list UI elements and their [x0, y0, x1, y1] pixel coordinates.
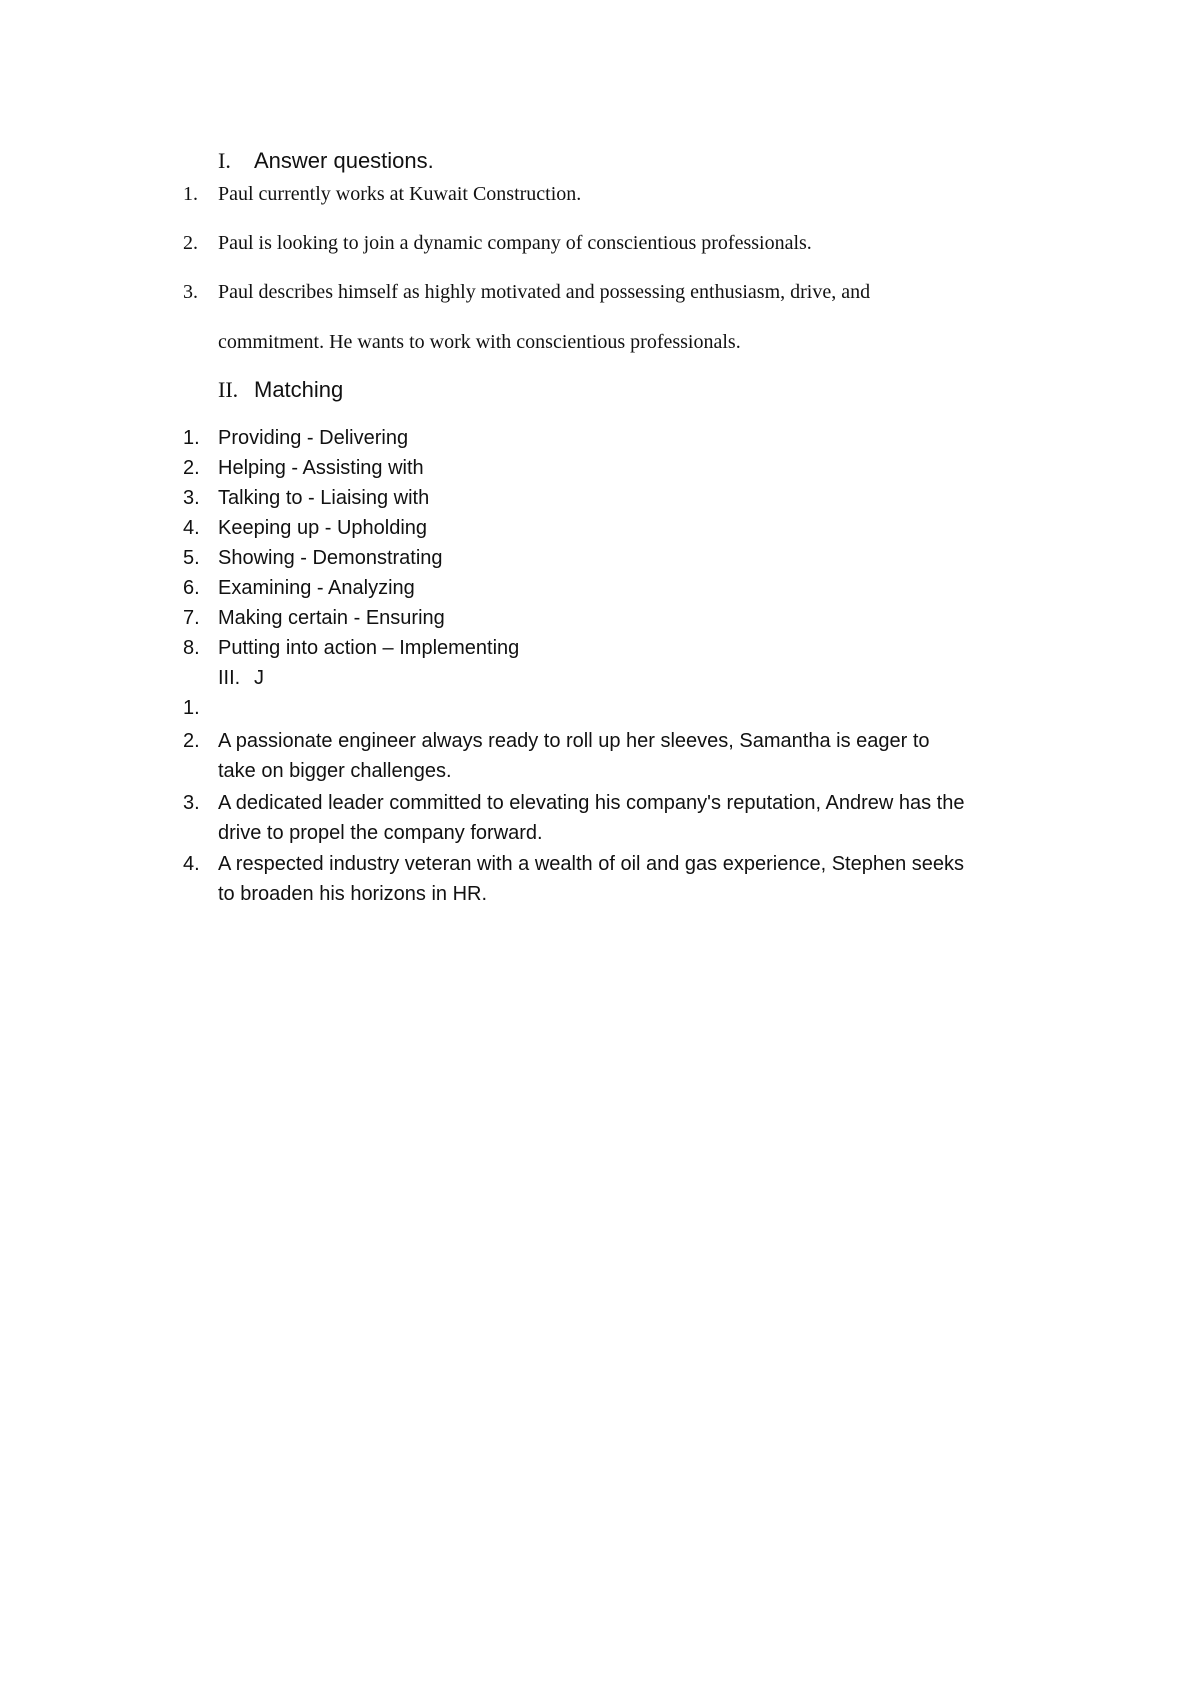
section-2-numeral: II. [218, 377, 239, 402]
answer-2-number: 2. [183, 232, 198, 254]
answer-1-number: 1. [183, 183, 198, 205]
section-3-item-3-text-line-2: drive to propel the company forward. [218, 822, 543, 844]
matching-2-text: Helping - Assisting with [218, 457, 424, 479]
section-3-item-2-text-line-1: A passionate engineer always ready to roll up her sleeves, Samantha is eager to [218, 730, 930, 752]
matching-7-number: 7. [183, 607, 200, 629]
matching-8-number: 8. [183, 637, 200, 659]
answer-3-text-line-1: Paul describes himself as highly motivated and possessing enthusiasm, drive, and [218, 281, 871, 303]
section-3-item-3-text-line-1: A dedicated leader committed to elevating his company's reputation, Andrew has the [218, 792, 965, 814]
matching-2-number: 2. [183, 457, 200, 479]
section-1-heading [218, 148, 434, 174]
matching-8-text: Putting into action – Implementing [218, 637, 520, 659]
section-1-title: Answer questions. [254, 148, 434, 173]
matching-6-number: 6. [183, 577, 200, 599]
section-3-item-4-text-line-2: to broaden his horizons in HR. [218, 883, 488, 905]
matching-6-text: Examining - Analyzing [218, 577, 415, 599]
section-3-item-2-number: 2. [183, 730, 200, 752]
answer-2-text: Paul is looking to join a dynamic company of conscientious professionals. [218, 232, 812, 254]
matching-5-number: 5. [183, 547, 200, 569]
answer-1-text: Paul currently works at Kuwait Construction. [218, 183, 582, 205]
matching-4-text: Keeping up - Upholding [218, 517, 428, 539]
answer-3-text-line-2: commitment. He wants to work with conscientious professionals. [218, 331, 741, 353]
section-3-title: J [254, 667, 264, 689]
section-3-numeral: III. [218, 667, 241, 689]
section-3-heading [218, 667, 264, 690]
section-3-item-1-number: 1. [183, 697, 200, 719]
matching-4-number: 4. [183, 517, 200, 539]
section-2-title: Matching [254, 377, 344, 402]
section-3-item-2-text-line-2: take on bigger challenges. [218, 760, 452, 782]
answer-3-number: 3. [183, 281, 198, 303]
section-1-numeral: I. [218, 148, 231, 173]
section-3-item-4-number: 4. [183, 853, 200, 875]
matching-1-number: 1. [183, 427, 200, 449]
matching-5-text: Showing - Demonstrating [218, 547, 443, 569]
matching-1-text: Providing - Delivering [218, 427, 409, 449]
section-3-item-4-text-line-1: A respected industry veteran with a wealth of oil and gas experience, Stephen seeks [218, 853, 965, 875]
matching-3-number: 3. [183, 487, 200, 509]
matching-3-text: Talking to - Liaising with [218, 487, 430, 509]
section-3-item-3-number: 3. [183, 792, 200, 814]
matching-7-text: Making certain - Ensuring [218, 607, 445, 629]
section-2-heading [218, 377, 343, 403]
